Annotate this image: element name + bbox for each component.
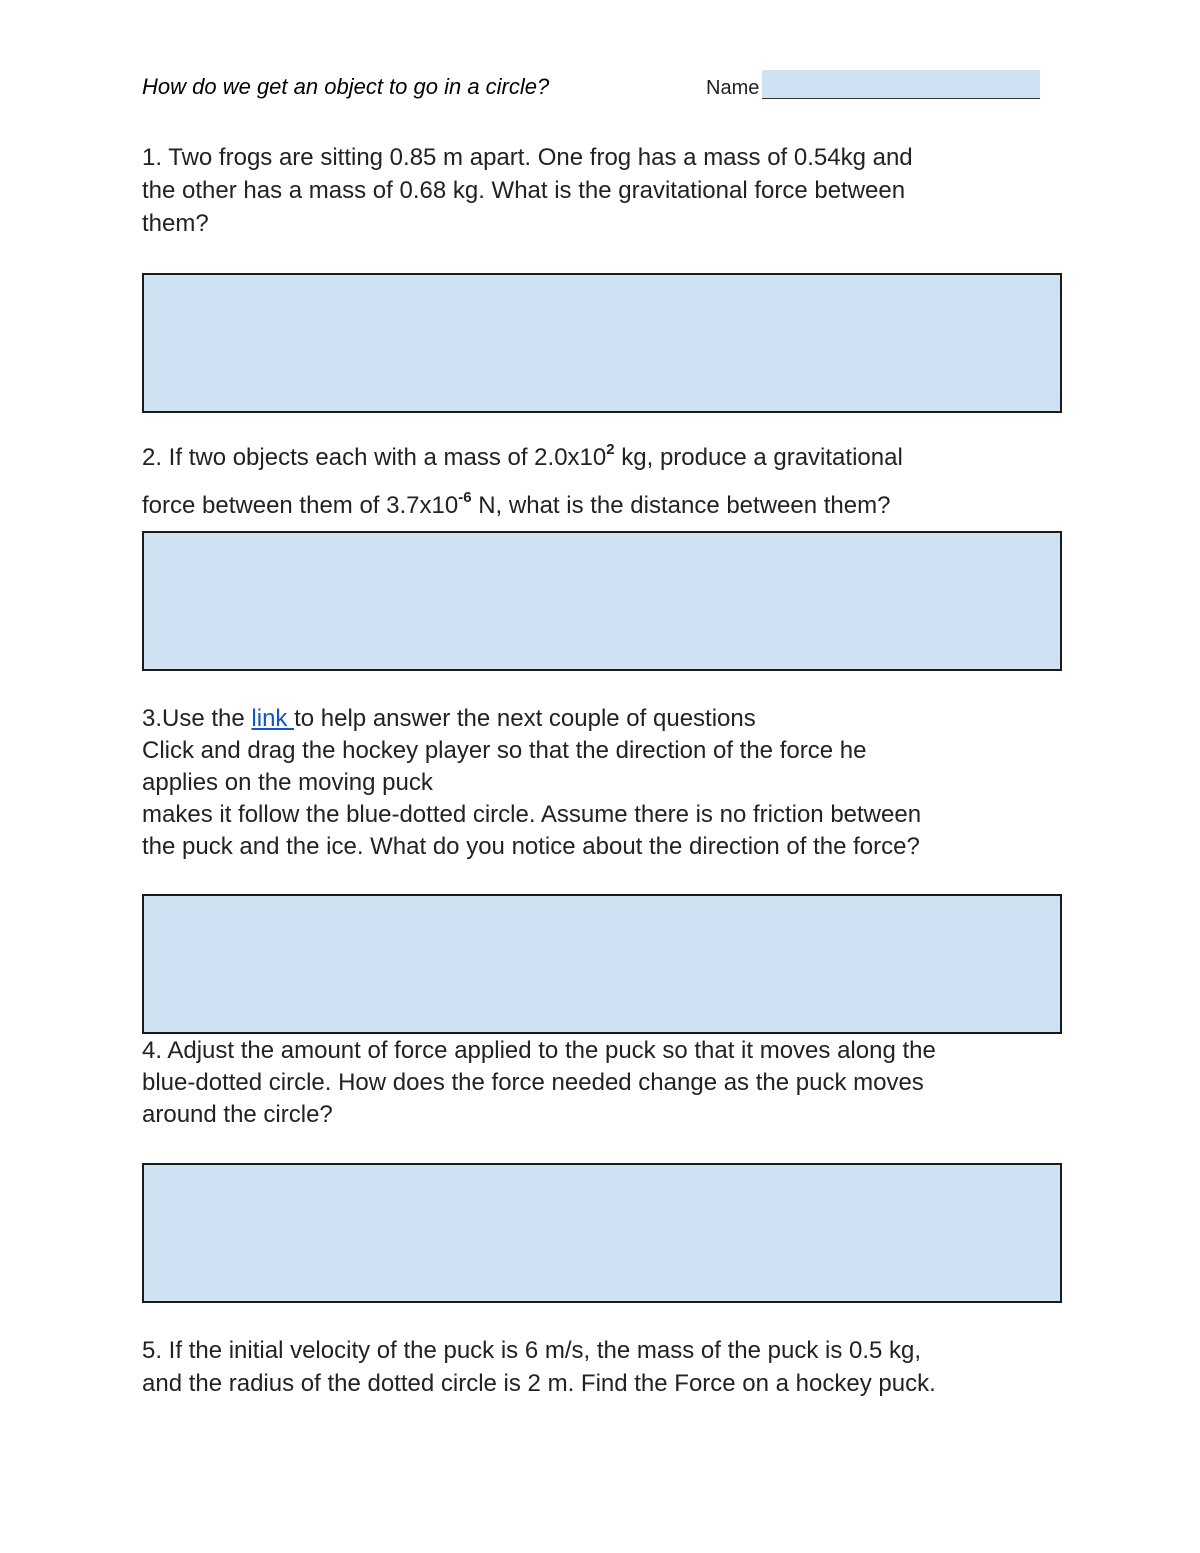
question-2-text-a: 2. If two objects each with a mass of 2.0x10 — [142, 444, 607, 471]
question-2-text-b: kg, produce a gravitational — [614, 444, 903, 471]
question-3-suffix: to help answer the next couple of questions — [294, 705, 756, 732]
question-1-line-1: 1. Two frogs are sitting 0.85 m apart. One frog has a mass of 0.54kg and — [142, 144, 913, 171]
question-2-line-1 — [142, 434, 1062, 482]
question-1 — [142, 141, 1062, 240]
question-4-line-3: around the circle? — [142, 1101, 333, 1128]
question-2-line-2 — [142, 482, 1062, 530]
answer-box-2[interactable] — [142, 531, 1062, 671]
question-2-exponent-a: 2 — [606, 441, 615, 458]
question-2-text-c: force between them of 3.7x10 — [142, 492, 459, 519]
question-3-line-2: Click and drag the hockey player so that the direction of the force he — [142, 737, 867, 764]
simulation-link[interactable]: link — [251, 705, 295, 732]
question-4-line-1: 4. Adjust the amount of force applied to the puck so that it moves along the — [142, 1037, 936, 1064]
answer-box-3[interactable] — [142, 894, 1062, 1034]
question-3-prefix: 3.Use the — [142, 705, 252, 732]
name-label: Name — [706, 77, 760, 99]
question-3-line-3: applies on the moving puck — [142, 769, 433, 796]
question-5-line-1: 5. If the initial velocity of the puck is 6 m/s, the mass of the puck is 0.5 kg, — [142, 1337, 922, 1364]
question-2-text-d: N, what is the distance between them? — [471, 492, 891, 519]
page-title: How do we get an object to go in a circle? — [142, 74, 550, 99]
question-4 — [142, 1035, 1062, 1131]
question-1-line-2: the other has a mass of 0.68 kg. What is the gravitational force between — [142, 177, 906, 204]
question-3 — [142, 703, 1062, 863]
question-3-line-1 — [142, 703, 1062, 735]
question-5-line-2: and the radius of the dotted circle is 2 m. Find the Force on a hockey puck. — [142, 1370, 936, 1397]
question-2 — [142, 434, 1062, 530]
question-4-line-2: blue-dotted circle. How does the force needed change as the puck moves — [142, 1069, 924, 1096]
answer-box-1[interactable] — [142, 273, 1062, 413]
header — [142, 72, 1042, 104]
question-3-line-4: makes it follow the blue-dotted circle. Assume there is no friction between — [142, 801, 922, 828]
question-1-line-3: them? — [142, 210, 209, 237]
answer-box-4[interactable] — [142, 1163, 1062, 1303]
question-5 — [142, 1334, 1062, 1400]
name-field[interactable] — [762, 70, 1040, 99]
question-2-exponent-b: -6 — [458, 489, 472, 506]
question-3-line-5: the puck and the ice. What do you notice about the direction of the force? — [142, 833, 920, 860]
